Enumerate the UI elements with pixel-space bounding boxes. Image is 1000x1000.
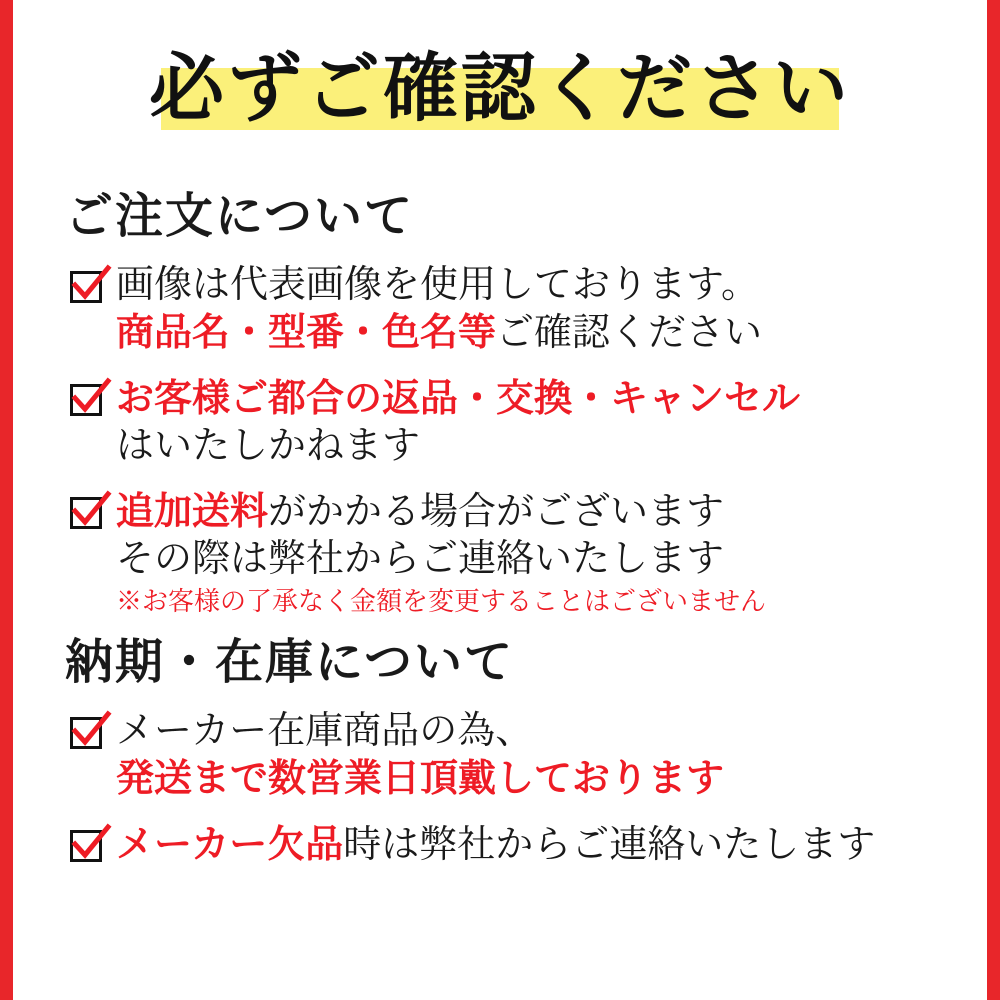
- notice-item-text: [116, 261, 957, 356]
- notice-line: [116, 261, 957, 308]
- checkbox-checked-icon: [68, 713, 108, 753]
- checkbox-checked-icon: [68, 267, 108, 307]
- right-red-rail: [987, 0, 1000, 1000]
- section-heading: ご注文について: [65, 188, 415, 244]
- notice-text-segment: メーカー欠品: [116, 821, 344, 867]
- checkbox-checked-icon: [68, 826, 108, 866]
- notice-text-segment: お客様ご都合の返品・交換・キャンセル: [116, 375, 801, 421]
- notice-text-segment: はいたしかねます: [116, 423, 421, 468]
- notice-item-text: [116, 487, 957, 620]
- notice-text-segment: メーカー在庫商品の為、: [116, 708, 534, 753]
- page-title-text: 必ずご確認ください: [148, 44, 851, 132]
- notice-text-segment: ※お客様の了承なく金額を変更することはございません: [116, 587, 767, 618]
- notice-item-text: [116, 374, 957, 469]
- notice-item-text: [116, 707, 957, 802]
- notice-text-segment: 商品名・型番・色名等: [116, 308, 497, 354]
- notice-item: [68, 374, 957, 469]
- notice-line: [116, 487, 957, 535]
- notice-text-segment: がかかる場合がございます: [268, 489, 725, 534]
- notice-item: [68, 820, 957, 868]
- left-red-rail: [0, 0, 13, 1000]
- notice-line: [116, 374, 957, 422]
- notice-text-segment: その際は弊社からご連絡いたします: [116, 536, 725, 581]
- notice-line: [116, 535, 957, 582]
- notice-text-segment: 時は弊社からご連絡いたします: [343, 822, 876, 867]
- notice-text-segment: 画像は代表画像を使用しております。: [116, 261, 759, 306]
- notice-line: [116, 422, 957, 469]
- checkbox-checked-icon: [68, 380, 108, 420]
- checkbox-checked-icon: [68, 493, 108, 533]
- notice-item: [68, 707, 957, 802]
- notice-text-segment: 追加送料: [116, 488, 269, 534]
- notice-line: [116, 754, 957, 802]
- notice-text-segment: ご確認ください: [496, 309, 763, 354]
- notice-item: [68, 261, 957, 356]
- section-heading: 納期・在庫について: [65, 634, 515, 691]
- notice-text-segment: 発送まで数営業日頂戴しております: [116, 755, 725, 801]
- notice-line: [116, 707, 957, 754]
- notice-item-text: [116, 820, 957, 868]
- notice-line: [116, 820, 957, 868]
- sections-container: [43, 190, 957, 868]
- page-title: [43, 34, 957, 144]
- notice-line: [116, 308, 957, 356]
- notice-line: [116, 586, 957, 620]
- notice-content: [13, 0, 987, 1000]
- notice-item: [68, 487, 957, 620]
